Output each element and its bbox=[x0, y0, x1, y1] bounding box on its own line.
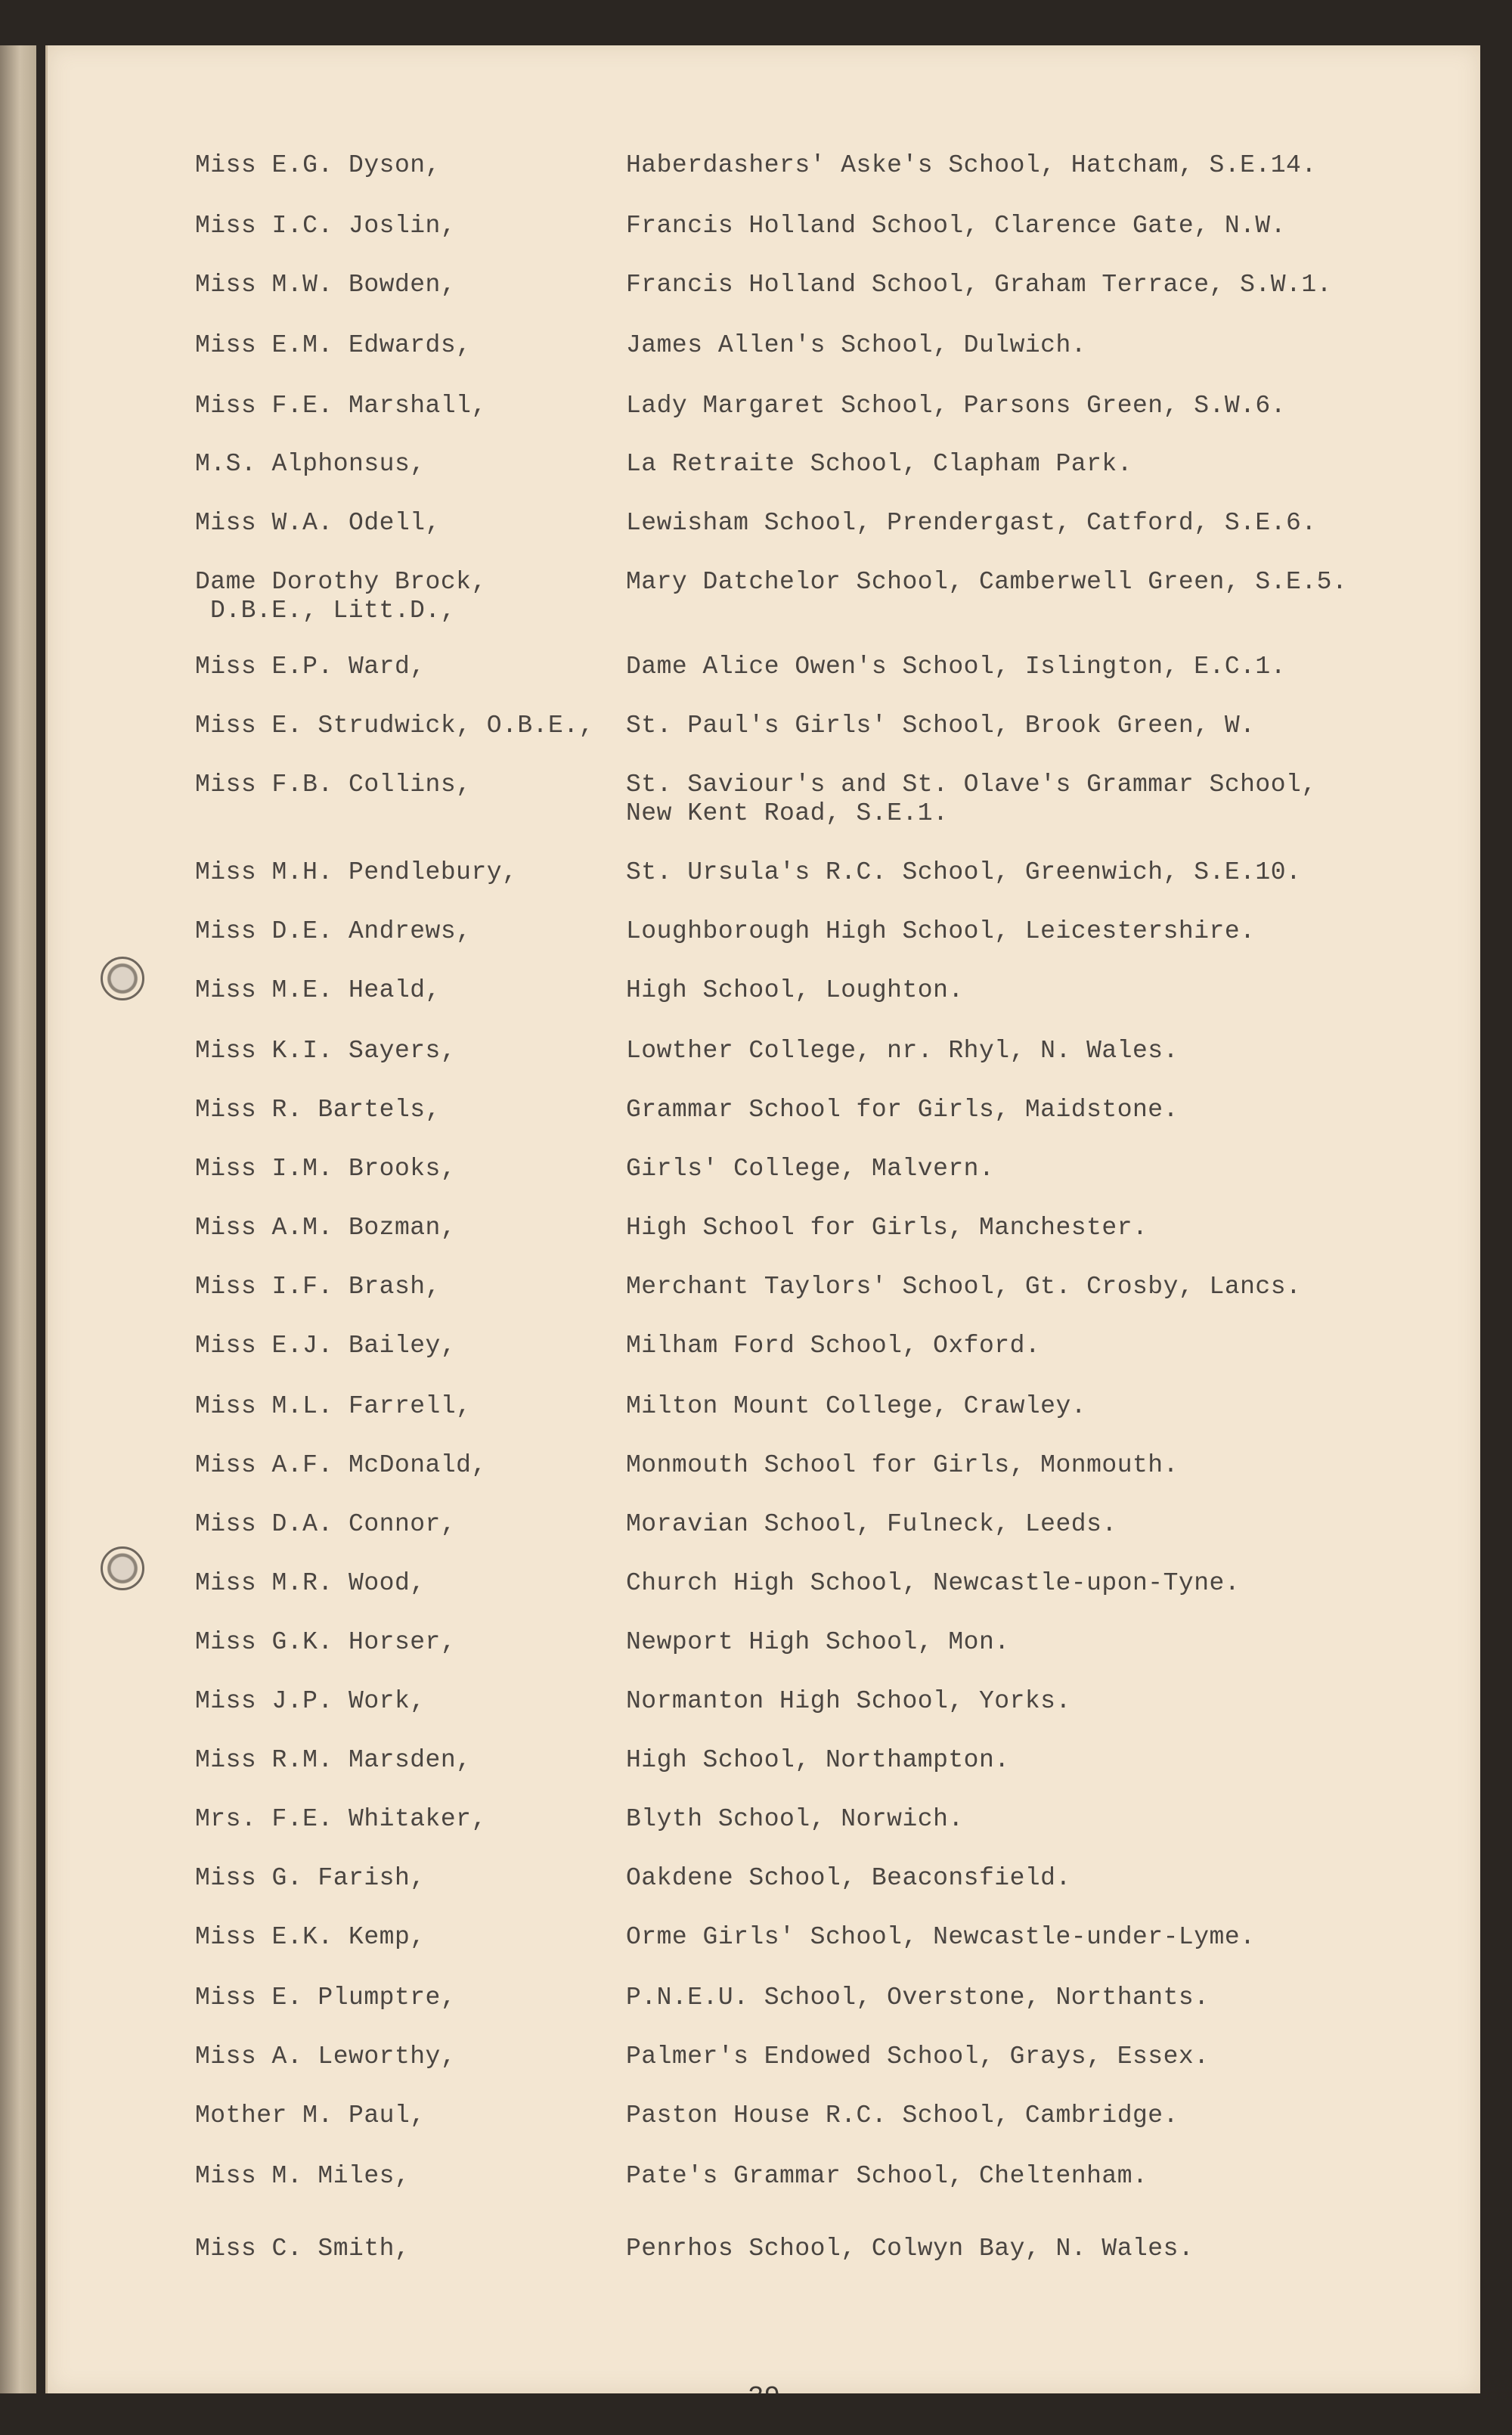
entry-name bbox=[195, 917, 471, 946]
entry-name bbox=[195, 1984, 456, 2012]
entry-school-line: Newport High School, Mon. bbox=[626, 1628, 1010, 1656]
entry-school-line: Paston House R.C. School, Cambridge. bbox=[626, 2102, 1179, 2129]
entry-name-line: Miss E.P. Ward, bbox=[195, 653, 426, 681]
entry-name-line: Mother M. Paul, bbox=[195, 2102, 426, 2129]
entry-school bbox=[626, 771, 1317, 828]
entry-school-line: Loughborough High School, Leicestershire. bbox=[626, 917, 1256, 945]
entry-school bbox=[626, 1510, 1117, 1539]
entry-school-line: St. Saviour's and St. Olave's Grammar School, bbox=[626, 771, 1317, 799]
entry-name bbox=[195, 653, 426, 681]
bottom-background bbox=[0, 2393, 1512, 2435]
entry-school bbox=[626, 271, 1332, 299]
entry-school bbox=[626, 331, 1086, 360]
entry-name-line: Miss K.I. Sayers, bbox=[195, 1037, 457, 1065]
entry-school-line: Dame Alice Owen's School, Islington, E.C.1. bbox=[626, 653, 1287, 681]
punch-hole-lower bbox=[101, 1546, 144, 1590]
entry-school-line: P.N.E.U. School, Overstone, Northants. bbox=[626, 1984, 1210, 2012]
entry-name bbox=[195, 771, 471, 799]
entry-name bbox=[195, 1451, 487, 1480]
entry-school bbox=[626, 1332, 1040, 1360]
entry-school-line: High School for Girls, Manchester. bbox=[626, 1214, 1148, 1242]
entry-school bbox=[626, 151, 1317, 180]
entry-name bbox=[195, 2102, 426, 2130]
entry-school bbox=[626, 2235, 1194, 2263]
document-page bbox=[45, 45, 1480, 2393]
entry-name bbox=[195, 976, 441, 1005]
entry-school-line: Church High School, Newcastle-upon-Tyne. bbox=[626, 1569, 1241, 1597]
entry-school bbox=[626, 1923, 1255, 1952]
entry-school-line: Lowther College, nr. Rhyl, N. Wales. bbox=[626, 1037, 1179, 1065]
entry-school bbox=[626, 1392, 1086, 1421]
entry-name-line: Miss F.B. Collins, bbox=[195, 771, 472, 799]
entry-name-line: Miss D.E. Andrews, bbox=[195, 917, 472, 945]
entry-name-line: Miss M.R. Wood, bbox=[195, 1569, 426, 1597]
entry-name-line: Miss I.F. Brash, bbox=[195, 1273, 441, 1301]
entry-school-line: High School, Loughton. bbox=[626, 976, 964, 1004]
entry-school bbox=[626, 1037, 1179, 1066]
entry-school-line: Pate's Grammar School, Cheltenham. bbox=[626, 2162, 1148, 2190]
entry-name bbox=[195, 1037, 456, 1066]
entry-school-line: St. Ursula's R.C. School, Greenwich, S.E.10. bbox=[626, 858, 1302, 886]
entry-school bbox=[626, 1096, 1179, 1124]
entry-name bbox=[195, 858, 517, 887]
entry-school bbox=[626, 1984, 1210, 2012]
entry-name bbox=[195, 1746, 471, 1775]
entry-school bbox=[626, 1805, 964, 1834]
entry-school bbox=[626, 509, 1317, 538]
entry-name-line: Miss F.E. Marshall, bbox=[195, 392, 487, 420]
entry-school-line: Merchant Taylors' School, Gt. Crosby, Lancs. bbox=[626, 1273, 1302, 1301]
entry-school-line: Milham Ford School, Oxford. bbox=[626, 1332, 1041, 1360]
entry-name-line: M.S. Alphonsus, bbox=[195, 450, 426, 478]
entry-school bbox=[626, 1451, 1179, 1480]
entry-name bbox=[195, 1392, 471, 1421]
entry-school bbox=[626, 1155, 994, 1183]
entry-school bbox=[626, 1273, 1301, 1301]
entry-name-line: Miss E.G. Dyson, bbox=[195, 151, 441, 179]
entry-school-line: Haberdashers' Aske's School, Hatcham, S.E.14. bbox=[626, 151, 1317, 179]
entry-school-line: Milton Mount College, Crawley. bbox=[626, 1392, 1087, 1420]
entry-school-line: Francis Holland School, Graham Terrace, S.W.1. bbox=[626, 271, 1332, 299]
entry-name bbox=[195, 1923, 426, 1952]
entry-name-line: Miss J.P. Work, bbox=[195, 1687, 426, 1715]
entry-school-line: New Kent Road, S.E.1. bbox=[626, 799, 949, 827]
entry-name-line: Miss G.K. Horser, bbox=[195, 1628, 457, 1656]
entry-name bbox=[195, 212, 456, 240]
entry-school bbox=[626, 2162, 1148, 2191]
entry-name-line: Miss R.M. Marsden, bbox=[195, 1746, 472, 1774]
entry-school-line: La Retraite School, Clapham Park. bbox=[626, 450, 1133, 478]
entry-name-line: Miss E. Plumptre, bbox=[195, 1984, 457, 2012]
entry-school-line: High School, Northampton. bbox=[626, 1746, 1010, 1774]
entry-name-line: Miss E.J. Bailey, bbox=[195, 1332, 457, 1360]
entry-school bbox=[626, 858, 1301, 887]
entry-school-line: Orme Girls' School, Newcastle-under-Lyme. bbox=[626, 1923, 1256, 1951]
entry-school-line: Lewisham School, Prendergast, Catford, S.E.6. bbox=[626, 509, 1317, 537]
entry-school-line: St. Paul's Girls' School, Brook Green, W. bbox=[626, 712, 1256, 740]
entry-name-line: Miss M.L. Farrell, bbox=[195, 1392, 472, 1420]
entry-name-line: Dame Dorothy Brock, bbox=[195, 568, 487, 596]
entry-school bbox=[626, 2102, 1179, 2130]
entry-name-line: Miss E. Strudwick, O.B.E., bbox=[195, 712, 594, 740]
entry-school-line: Normanton High School, Yorks. bbox=[626, 1687, 1071, 1715]
entry-name-line: Miss D.A. Connor, bbox=[195, 1510, 457, 1538]
entry-name-line: Miss M.H. Pendlebury, bbox=[195, 858, 518, 886]
entry-school bbox=[626, 450, 1132, 479]
entry-name-line: Miss A. Leworthy, bbox=[195, 2043, 457, 2071]
entry-school-line: Mary Datchelor School, Camberwell Green, S.E.5. bbox=[626, 568, 1348, 596]
entry-name bbox=[195, 392, 487, 420]
entry-name bbox=[195, 1628, 456, 1657]
entry-name bbox=[195, 1864, 426, 1893]
entry-name-line: Miss M.E. Heald, bbox=[195, 976, 441, 1004]
entry-school-line: Moravian School, Fulneck, Leeds. bbox=[626, 1510, 1117, 1538]
entry-school-line: Penrhos School, Colwyn Bay, N. Wales. bbox=[626, 2235, 1194, 2263]
entry-name bbox=[195, 712, 594, 740]
entry-school bbox=[626, 917, 1255, 946]
entry-name bbox=[195, 1569, 426, 1598]
entry-school bbox=[626, 1214, 1148, 1242]
entry-school bbox=[626, 1687, 1071, 1716]
entry-name bbox=[195, 271, 456, 299]
entry-name-line: Miss E.K. Kemp, bbox=[195, 1923, 426, 1951]
entry-name-line: Miss W.A. Odell, bbox=[195, 509, 441, 537]
entry-school-line: Monmouth School for Girls, Monmouth. bbox=[626, 1451, 1179, 1479]
entry-school-line: Grammar School for Girls, Maidstone. bbox=[626, 1096, 1179, 1124]
entry-name bbox=[195, 2235, 410, 2263]
entry-school bbox=[626, 712, 1255, 740]
entry-name-line: Miss M.W. Bowden, bbox=[195, 271, 457, 299]
entry-name-line: Miss I.M. Brooks, bbox=[195, 1155, 457, 1183]
entry-school bbox=[626, 1628, 1010, 1657]
entry-name-line: Miss A.F. McDonald, bbox=[195, 1451, 487, 1479]
entry-name bbox=[195, 1510, 456, 1539]
entry-school-line: Blyth School, Norwich. bbox=[626, 1805, 964, 1833]
entry-name-line: Miss C. Smith, bbox=[195, 2235, 411, 2263]
entry-name bbox=[195, 2043, 456, 2071]
entry-name-line: Miss E.M. Edwards, bbox=[195, 331, 472, 359]
entry-name bbox=[195, 1273, 441, 1301]
entry-school bbox=[626, 653, 1286, 681]
entry-name bbox=[195, 1155, 456, 1183]
entry-name-line: Miss M. Miles, bbox=[195, 2162, 411, 2190]
entry-name bbox=[195, 1096, 441, 1124]
entry-name bbox=[195, 331, 471, 360]
entry-school bbox=[626, 976, 964, 1005]
entry-school bbox=[626, 1569, 1240, 1598]
entry-name-line: Miss R. Bartels, bbox=[195, 1096, 441, 1124]
entry-school bbox=[626, 568, 1347, 597]
entry-name bbox=[195, 450, 426, 479]
entry-school bbox=[626, 212, 1286, 240]
entry-name-line: D.B.E., Litt.D., bbox=[210, 597, 456, 625]
entry-name bbox=[195, 1805, 487, 1834]
entry-school bbox=[626, 1746, 1010, 1775]
entry-school-line: Palmer's Endowed School, Grays, Essex. bbox=[626, 2043, 1210, 2071]
entry-name bbox=[195, 1687, 426, 1716]
entry-name-line: Miss A.M. Bozman, bbox=[195, 1214, 457, 1242]
entry-school-line: James Allen's School, Dulwich. bbox=[626, 331, 1087, 359]
entry-school-line: Francis Holland School, Clarence Gate, N.W. bbox=[626, 212, 1287, 240]
entry-school-line: Oakdene School, Beaconsfield. bbox=[626, 1864, 1071, 1892]
entry-school-line: Girls' College, Malvern. bbox=[626, 1155, 995, 1183]
entry-name bbox=[195, 509, 441, 538]
entry-school-line: Lady Margaret School, Parsons Green, S.W.6. bbox=[626, 392, 1287, 420]
entry-name bbox=[195, 1332, 456, 1360]
entry-name-line: Miss G. Farish, bbox=[195, 1864, 426, 1892]
binder-edge bbox=[0, 45, 36, 2435]
entry-name bbox=[195, 1214, 456, 1242]
punch-hole-upper bbox=[101, 957, 144, 1000]
entry-name bbox=[195, 151, 441, 180]
entry-school bbox=[626, 2043, 1210, 2071]
entry-school bbox=[626, 392, 1286, 420]
entry-name bbox=[195, 2162, 410, 2191]
entry-name-line: Miss I.C. Joslin, bbox=[195, 212, 457, 240]
entry-school bbox=[626, 1864, 1071, 1893]
entry-name-line: Mrs. F.E. Whitaker, bbox=[195, 1805, 487, 1833]
entry-name bbox=[195, 568, 487, 625]
